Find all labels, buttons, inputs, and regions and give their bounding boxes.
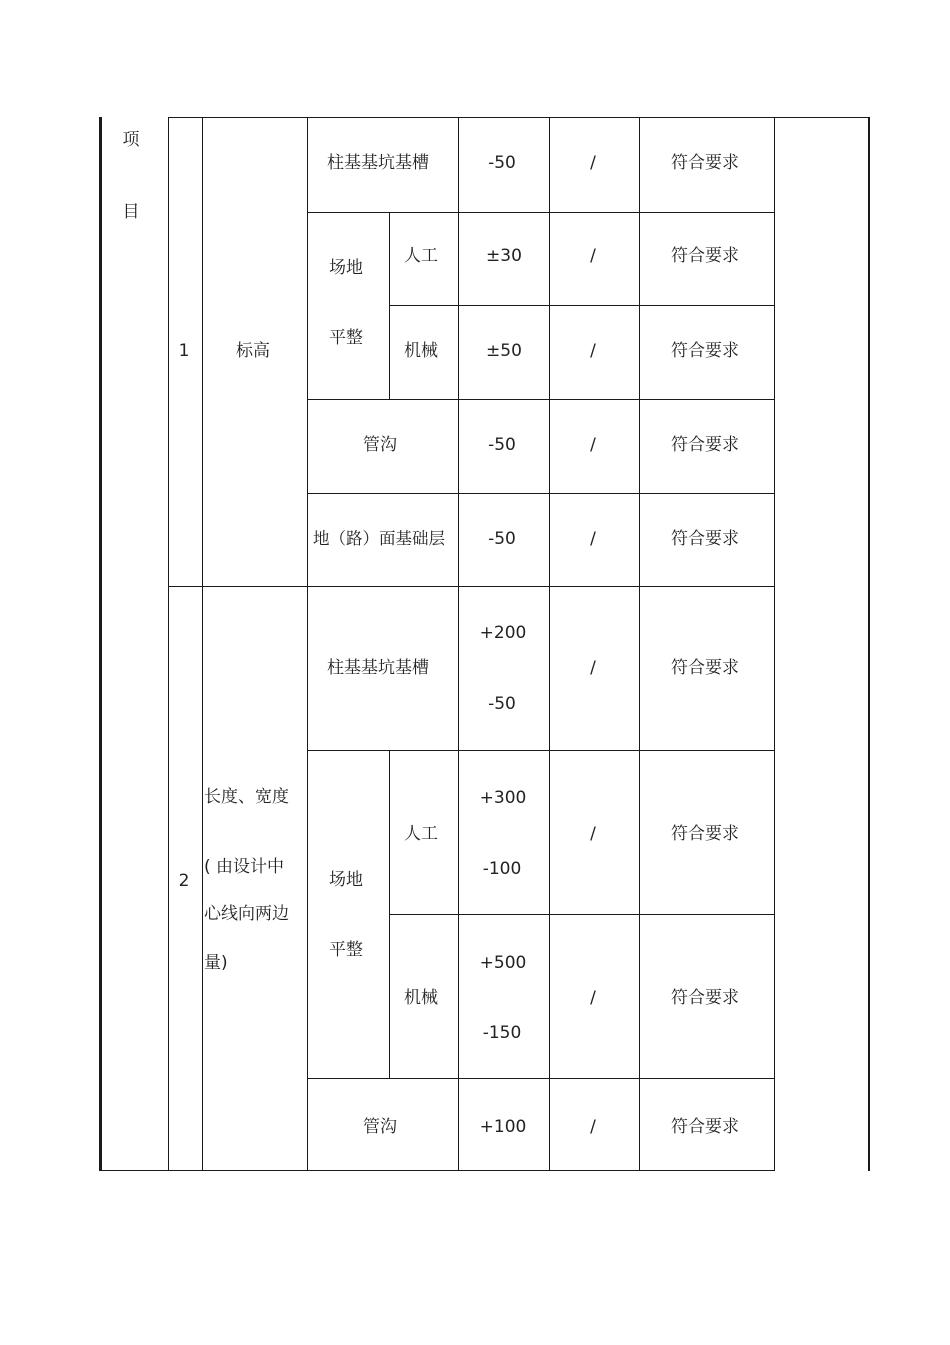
row1-sub-line2: 平整: [329, 328, 363, 348]
outer-right-border: [868, 117, 870, 1171]
item-result: 符合要求: [671, 435, 739, 455]
item-check: /: [590, 529, 596, 549]
row2-name-line1: 长度、宽度: [204, 787, 289, 807]
item-value-top: +300: [479, 788, 527, 808]
item-value-top: +200: [479, 623, 527, 643]
item-check: /: [590, 341, 596, 361]
item-label: 柱基基坑基槽: [327, 658, 429, 678]
item-value-bottom: -150: [482, 1023, 522, 1043]
vline-check-left: [549, 117, 550, 1171]
top-border: [168, 117, 870, 118]
row2-name-line2: ( 由设计中: [204, 857, 285, 877]
item-value: -50: [488, 153, 516, 173]
hline-7: [389, 914, 775, 915]
item-label: 地（路）面基础层: [313, 529, 445, 548]
item-label: 管沟: [363, 435, 397, 455]
item-check: /: [590, 658, 596, 678]
item-label: 管沟: [363, 1117, 397, 1137]
hline-6: [307, 750, 775, 751]
item-check: /: [590, 824, 596, 844]
hline-2: [389, 305, 775, 306]
vline-result-right: [774, 117, 775, 1171]
hline-4: [307, 493, 775, 494]
item-result: 符合要求: [671, 246, 739, 266]
item-label: 柱基基坑基槽: [327, 153, 429, 173]
item-result: 符合要求: [671, 529, 739, 549]
item-value: -50: [488, 529, 516, 549]
item-check: /: [590, 246, 596, 266]
item-result: 符合要求: [671, 153, 739, 173]
item-check: /: [590, 153, 596, 173]
row1-sub-line1: 场地: [329, 258, 363, 278]
bottom-border: [99, 1170, 775, 1171]
item-result: 符合要求: [671, 988, 739, 1008]
item-result: 符合要求: [671, 824, 739, 844]
vline-name-left: [202, 117, 203, 1171]
row2-sub-line2: 平整: [329, 940, 363, 960]
item-value: ±50: [486, 341, 522, 361]
item-label: 人工: [404, 246, 438, 266]
outer-left-border: [99, 117, 102, 1171]
row2-number: 2: [178, 871, 190, 891]
item-check: /: [590, 435, 596, 455]
row2-sub-line1: 场地: [329, 870, 363, 890]
row1-number: 1: [178, 341, 190, 361]
item-result: 符合要求: [671, 1117, 739, 1137]
vline-number-left: [168, 117, 169, 1171]
vline-value-left: [458, 117, 459, 1171]
row1-name: 标高: [236, 341, 270, 361]
item-value: ±30: [486, 246, 522, 266]
item-check: /: [590, 1117, 596, 1137]
item-value: -50: [488, 435, 516, 455]
vline-item-left: [307, 117, 308, 1171]
column-header-line2: 目: [122, 202, 140, 222]
row2-name-line4: 量): [204, 953, 228, 973]
item-result: 符合要求: [671, 658, 739, 678]
item-value-bottom: -50: [488, 694, 516, 714]
hline-3: [307, 399, 775, 400]
item-value: +100: [479, 1117, 527, 1137]
vline-result-left: [639, 117, 640, 1171]
item-label: 机械: [404, 988, 438, 1008]
item-label: 机械: [404, 341, 438, 361]
item-check: /: [590, 988, 596, 1008]
item-label: 人工: [404, 824, 438, 844]
item-result: 符合要求: [671, 341, 739, 361]
column-header-line1: 项: [122, 130, 140, 150]
item-value-bottom: -100: [482, 859, 522, 879]
item-value-top: +500: [479, 953, 527, 973]
hline-8: [307, 1078, 775, 1079]
row2-name-line3: 心线向两边: [204, 904, 289, 924]
hline-5: [168, 586, 775, 587]
hline-1: [307, 212, 775, 213]
